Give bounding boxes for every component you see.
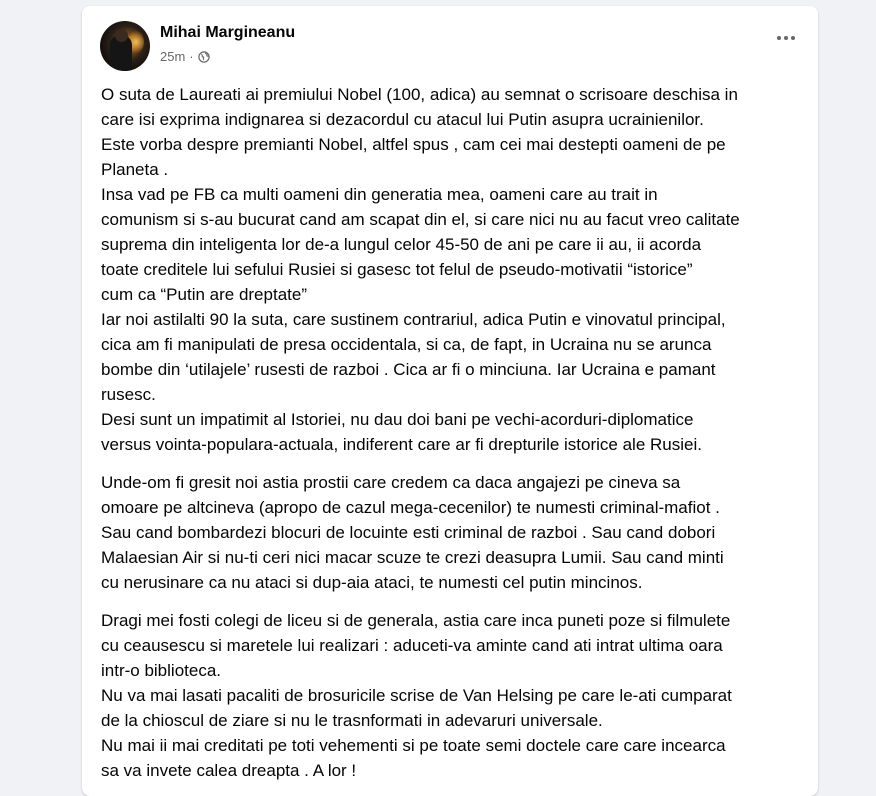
- post-text-line: cu nerusinare ca nu ataci si dup-aia ataci, te numesti cel putin mincinos.: [101, 573, 643, 592]
- post-text-line: omoare pe altcineva (apropo de cazul mega-cecenilor) te numesti criminal-mafiot .: [101, 498, 720, 517]
- post-header: [100, 20, 802, 72]
- post-text-line: Sau cand bombardezi blocuri de locuinte esti criminal de razboi . Sau cand dobori: [101, 523, 716, 542]
- post-text-line: cu ceausescu si maretele lui realizari : aduceti-va aminte cand ati intrat ultima oara: [101, 636, 723, 655]
- post-text-line: Insa vad pe FB ca multi oameni din generatia mea, oameni care au trait in: [101, 185, 658, 204]
- post-subline: [160, 48, 295, 66]
- globe-icon[interactable]: [198, 51, 210, 63]
- post-text-line: O suta de Laureati ai premiului Nobel (100, adica) au semnat o scrisoare deschisa in: [101, 85, 738, 104]
- post-text-line: Nu va mai lasati pacaliti de brosuricile scrise de Van Helsing pe care le-ati cumparat: [101, 686, 732, 705]
- post-text-line: Nu mai ii mai creditati pe toti vehementi si pe toate semi doctele care care incearca: [101, 736, 726, 755]
- post-meta: [160, 23, 296, 66]
- post-text-line: suprema din inteligenta lor de-a lungul celor 45-50 de ani pe care ii au, ii acorda: [101, 235, 702, 254]
- post-text-line: bombe din ‘utilajele’ rusesti de razboi . Cica ar fi o minciuna. Iar Ucraina e pamant: [101, 360, 716, 379]
- post-text-line: care isi exprima indignarea si dezacordul cu atacul lui Putin asupra ucrainienilor.: [101, 110, 704, 129]
- post-paragraph: [101, 82, 813, 457]
- post-text-line: cica am fi manipulati de presa occidentala, si ca, de fapt, in Ucraina nu se arunca: [101, 335, 712, 354]
- post-text-line: toate creditele lui sefului Rusiei si gasesc tot felul de pseudo-motivatii “istorice”: [101, 260, 693, 279]
- avatar[interactable]: [100, 21, 150, 71]
- post-text-line: Malaesian Air si nu-ti ceri nici macar scuze te crezi deasupra Lumii. Sau cand minti: [101, 548, 724, 567]
- post-text-line: Desi sunt un impatimit al Istoriei, nu dau doi bani pe vechi-acorduri-diplomatice: [101, 410, 694, 429]
- post-text-line: sa va invete calea dreapta . A lor !: [101, 761, 357, 780]
- post-text: [101, 82, 813, 796]
- post-card: [82, 6, 818, 796]
- post-text-line: de la chioscul de ziare si nu le trasnformati in adevaruri universale.: [101, 711, 603, 730]
- author-name[interactable]: Mihai Margineanu: [160, 23, 296, 41]
- post-text-line: Este vorba despre premianti Nobel, altfel spus , cam cei mai destepti oameni de pe: [101, 135, 726, 154]
- post-text-line: versus vointa-populara-actuala, indiferent care ar fi drepturile istorice ale Rusiei.: [101, 435, 702, 454]
- post-text-line: rusesc.: [101, 385, 156, 404]
- post-text-line: Planeta .: [101, 160, 169, 179]
- post-text-line: Iar noi astilalti 90 la suta, care sustinem contrariul, adica Putin e vinovatul principal,: [101, 310, 726, 329]
- post-time[interactable]: 25m: [160, 48, 186, 64]
- post-text-line: Dragi mei fosti colegi de liceu si de generala, astia care inca puneti poze si filmulete: [101, 611, 731, 630]
- post-paragraph: [101, 470, 813, 595]
- separator-dot: ·: [189, 48, 194, 64]
- more-options-button[interactable]: [768, 20, 804, 56]
- post-paragraph: [101, 608, 813, 783]
- post-text-line: Unde-om fi gresit noi astia prostii care credem ca daca angajezi pe cineva sa: [101, 473, 681, 492]
- more-horizontal-icon: [777, 36, 781, 40]
- post-text-line: cum ca “Putin are dreptate”: [101, 285, 307, 304]
- post-text-line: intr-o biblioteca.: [101, 661, 222, 680]
- post-text-line: comunism si s-au bucurat cand am scapat din el, si care nici nu au facut vreo calitate: [101, 210, 740, 229]
